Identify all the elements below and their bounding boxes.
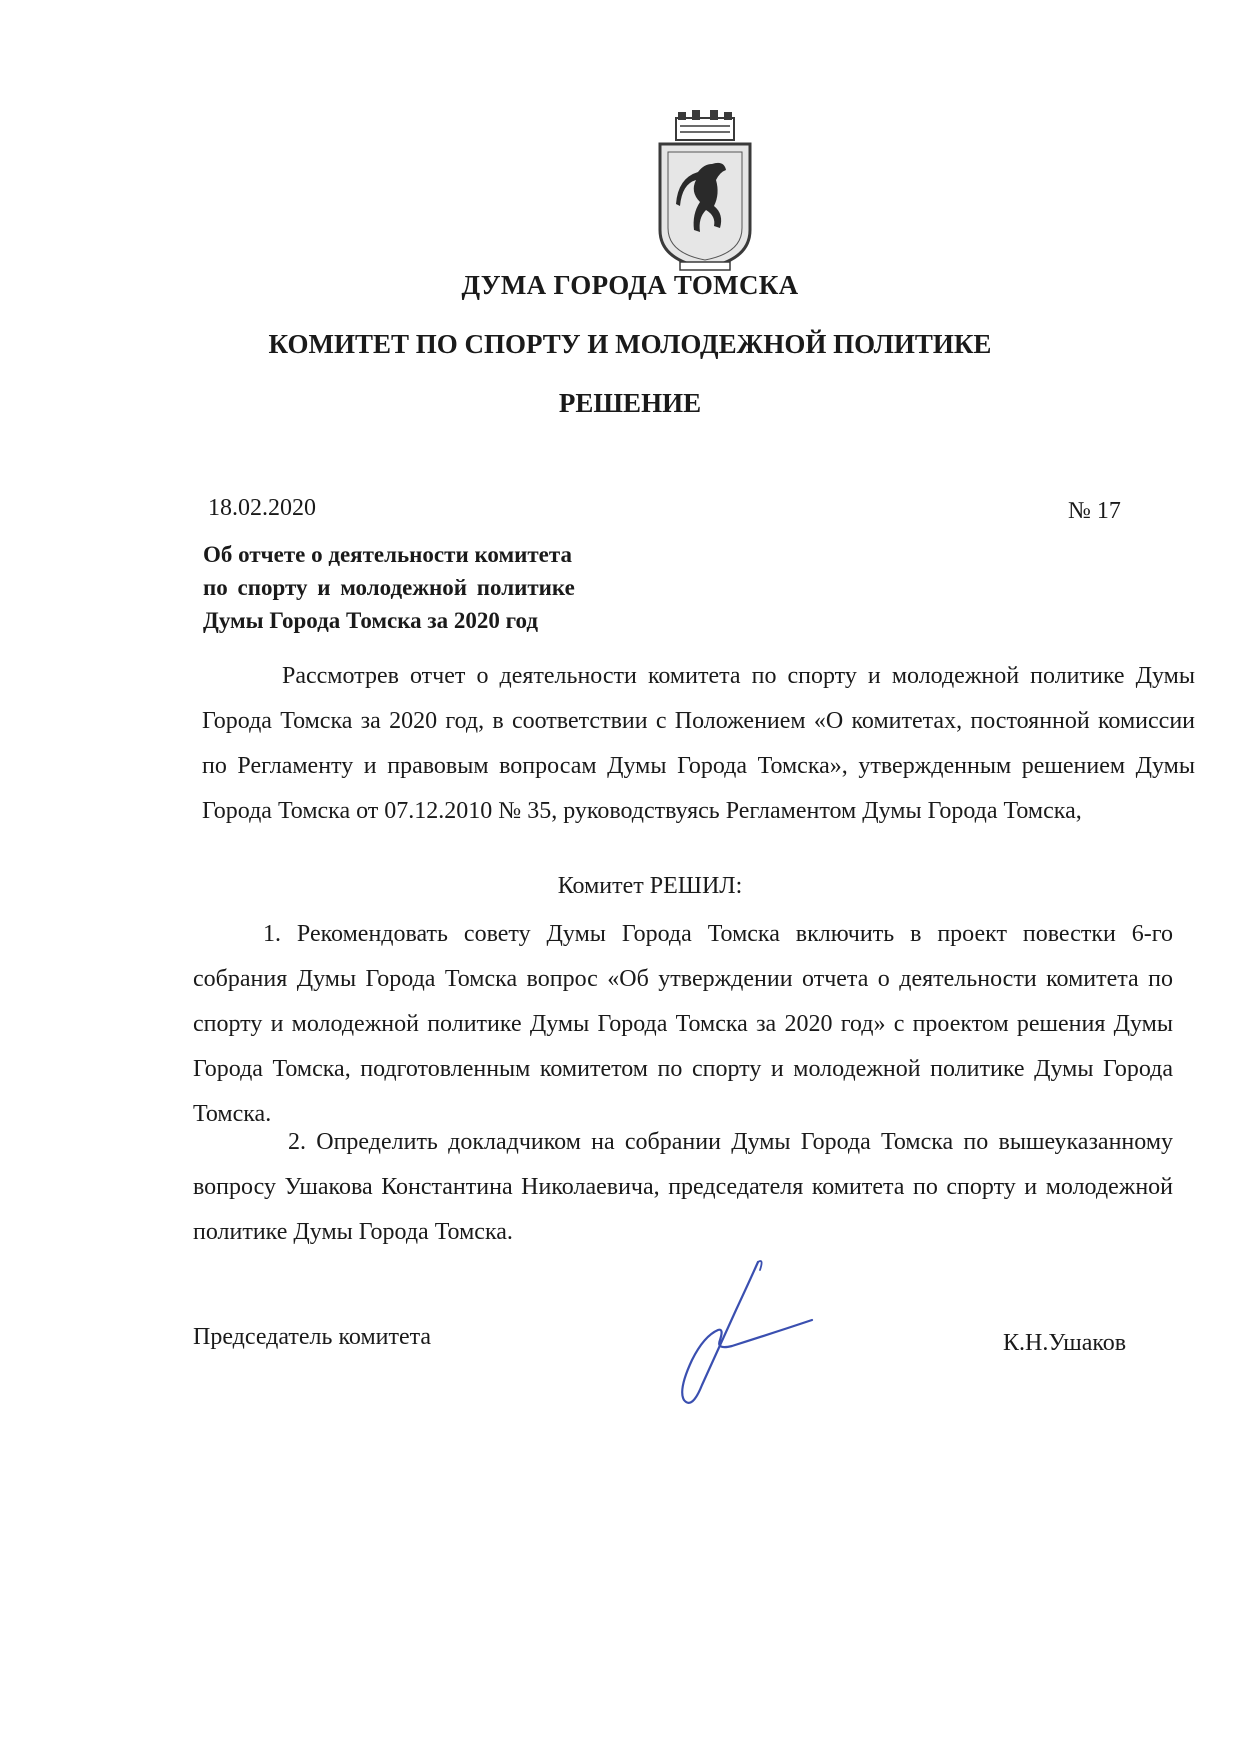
- subject-line: Об отчете о деятельности комитета: [203, 542, 572, 567]
- decision-subject: [203, 538, 663, 637]
- decision-date: 18.02.2020: [208, 495, 316, 521]
- signatory-name: К.Н.Ушаков: [1003, 1330, 1127, 1356]
- document-type-title: РЕШЕНИЕ: [558, 388, 702, 418]
- decision-item-2: 2. Определить докладчиком на собрании Думы Города Томска по вышеуказанному вопросу Ушакова Константина Николаевича, председателя комитета по спорту и молодежной политике Думы Города Томска.: [193, 1129, 1173, 1245]
- subject-line: по спорту и молодежной политике: [203, 575, 575, 600]
- city-coat-of-arms-icon: [654, 110, 756, 275]
- handwritten-signature-icon: [640, 1250, 820, 1420]
- council-title: ДУМА ГОРОДА ТОМСКА: [461, 270, 799, 300]
- preamble-paragraph: Рассмотрев отчет о деятельности комитета по спорту и молодежной политике Думы Города Томска за 2020 год, в соответствии с Положением «О комитетах, постоянной комиссии по Регламенту и правовым вопросам Думы Города Томска», утвержденным решением Думы Города Томска от 07.12.2010 № 35, руководствуясь Регламентом Думы Города Томска,: [202, 663, 1195, 824]
- signatory-role: Председатель комитета: [193, 1324, 432, 1350]
- decision-number: № 17: [1068, 498, 1121, 524]
- subject-line: Думы Города Томска за 2020 год: [203, 608, 539, 633]
- decision-item-1: 1. Рекомендовать совету Думы Города Томска включить в проект повестки 6-го собрания Думы Города Томска вопрос «Об утверждении отчета о деятельности комитета по спорту и молодежной политике Думы Города Томска за 2020 год» с проектом решения Думы Города Томска, подготовленным комитетом по спорту и молодежной политике Думы Города Томска.: [193, 921, 1173, 1127]
- committee-title: КОМИТЕТ ПО СПОРТУ И МОЛОДЕЖНОЙ ПОЛИТИКЕ: [268, 329, 992, 359]
- decided-heading: Комитет РЕШИЛ:: [557, 873, 743, 899]
